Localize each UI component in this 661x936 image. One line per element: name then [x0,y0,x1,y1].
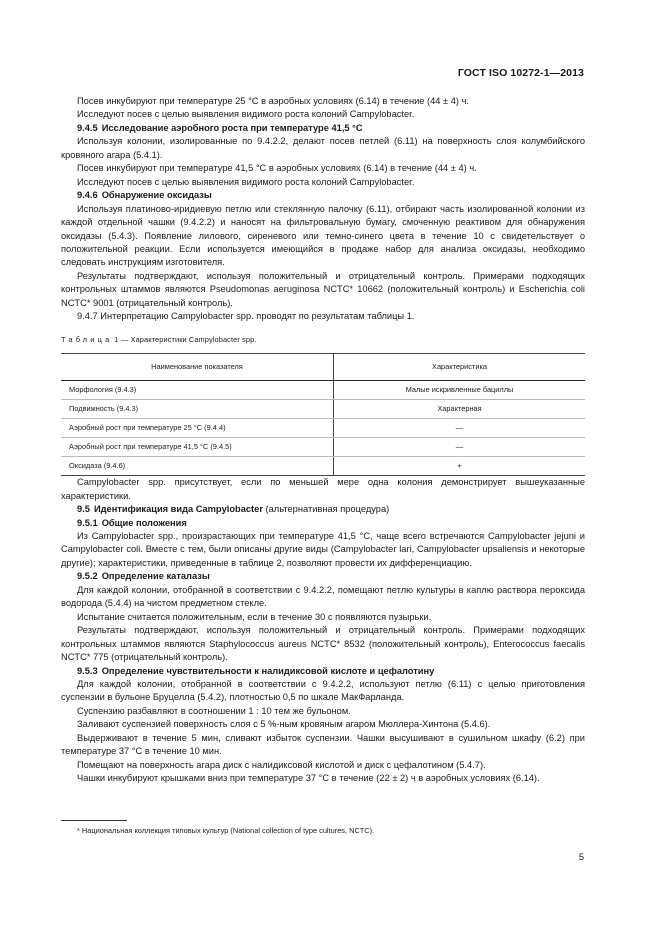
footnote-divider [61,820,127,821]
table-cell-value: Малые искривленные бациллы [334,381,586,400]
page-number: 5 [578,852,584,862]
paragraph: Испытание считается положительным, если в течение 30 с появляются пузырьки. [77,611,432,622]
page-content [61,95,585,786]
section-heading-9-5-2 [61,570,585,583]
section-number: 9.5.3 [77,665,98,676]
section-title: Идентификация вида Campylobacter [93,504,263,515]
table-row [61,419,585,438]
column-header-characteristic: Характеристика [334,354,586,381]
section-title: Определение чувствительности к налидиксовой кислоте и цефалотину [101,665,435,676]
section-number: 9.5.2 [77,571,98,582]
section-title: Определение каталазы [101,571,210,582]
paragraph: Используя колонии, изолированные по 9.4.2.2, делают посев петлей (6.11) на поверхность слоя колумбийского кровяного агара (5.4.1). [61,136,585,160]
table-cell-name: Оксидаза (9.4.6) [61,457,334,476]
table-caption-prefix: Таблица [61,334,113,344]
table-row [61,381,585,400]
characteristics-table [61,353,585,476]
table-cell-name: Подвижность (9.4.3) [61,400,334,419]
table-cell-name: Аэробный рост при температуре 41,5 °С (9.4.5) [61,438,334,457]
section-number: 9.5 [77,504,90,515]
section-number: 9.5.1 [77,517,98,528]
paragraph: Помещают на поверхность агара диск с налидиксовой кислотой и диск с цефалотином (5.4.7). [77,759,486,770]
paragraph: Чашки инкубируют крышками вниз при температуре 37 °С в течение (22 ± 2) ч в аэробных условиях (6.14). [77,773,540,784]
paragraph: Используя платиново-иридиевую петлю или стеклянную палочку (6.11), отбирают часть изолированной колонии из каждой отдельной чашки (9.4.2.2) и наносят на фильтровальную бумагу, смоченную реактивом для обнаружения оксидазы (5.4.3). Появление лилового, сиреневого или темно-синего цвета в течение 10 с свидетельствует о положительной реакции. Если используется имеющийся в продаже набор для анализа оксидазы, необходимо следовать инструкциям изготовителя. [61,203,585,268]
section-title: Исследование аэробного роста при температуре 41,5 °С [101,122,363,133]
paragraph: Посев инкубируют при температуре 25 °С в аэробных условиях (6.14) в течение (44 ± 4) ч. [77,96,470,106]
table-cell-name: Аэробный рост при температуре 25 °С (9.4.4) [61,419,334,438]
table-caption [61,333,585,346]
footnote: * Национальная коллекция типовых культур (National collection of type cultures, NCTC). [77,826,375,835]
paragraph: Исследуют посев с целью выявления видимого роста колоний Campylobacter. [77,176,415,187]
section-heading-9-5-3 [61,665,585,678]
paragraph: Результаты подтверждают, используя положительный и отрицательный контроль. Примерами подходящих контрольных штаммов являются Pseudomonas aeruginosa NCTC* 10662 (положительный контроль) и Escherichia coli NCTC* 9001 (отрицательный контроль). [61,270,585,308]
table-row [61,400,585,419]
section-heading-9-4-6 [61,189,585,202]
paragraph: Суспензию разбавляют в соотношении 1 : 10 тем же бульоном. [77,705,351,716]
section-title-note: (альтернативная процедура) [262,504,390,515]
paragraph: Для каждой колонии, отобранной в соответствии с 9.4.2.2, используют петлю (6.11) с целью приготовления суспензии в бульоне Бруцелла (5.4.2), плотностью 0,5 по шкале МакФарланда. [61,678,585,703]
paragraph: Для каждой колонии, отобранной в соответствии с 9.4.2.2, помещают петлю культуры в каплю раствора пероксида водорода (5.4.4) на чистом предметном стекле. [61,584,585,609]
paragraph: 9.4.7 Интерпретацию Campylobacter spp. проводят по результатам таблицы 1. [77,311,415,322]
section-number: 9.4.5 [77,122,98,133]
paragraph: Результаты подтверждают, используя положительный и отрицательный контроль. Примерами подходящих контрольных штаммов являются Staphylococcus aureus NCTC* 8532 (положительный контроль), Enterococcus faecalis NCTC* 775 (отрицательный контроль). [61,625,585,663]
section-title: Обнаружение оксидазы [101,190,212,201]
table-cell-name: Морфология (9.4.3) [61,381,334,400]
section-number: 9.4.6 [77,190,98,201]
table-cell-value: + [334,457,586,476]
paragraph: Заливают суспензией поверхность слоя с 5 %-ным кровяным агаром Мюллера-Хинтона (5.4.6). [77,719,491,730]
paragraph: Выдерживают в течение 5 мин, сливают избыток суспензии. Чашки высушивают в сушильном шкафу (6.2) при температуре 37 °С в течение 10 мин. [61,732,585,757]
paragraph: Исследуют посев с целью выявления видимого роста колоний Campylobacter. [77,109,415,120]
table-row [61,438,585,457]
table-row [61,457,585,476]
section-title: Общие положения [101,517,187,528]
column-header-name: Наименование показателя [61,354,334,381]
section-heading-9-5-1 [61,517,585,530]
paragraph: Campylobacter spp. присутствует, если по меньшей мере одна колония демонстрирует вышеуказанные характеристики. [61,477,585,501]
table-cell-value: — [334,419,586,438]
paragraph: Посев инкубируют при температуре 41,5 °С в аэробных условиях (6.14) в течение (44 ± 4) ч. [77,163,477,174]
table-cell-value: — [334,438,586,457]
paragraph: Из Campylobacter spp., произрастающих при температуре 41,5 °С, чаще всего встречаются Campylobacter jejuni и Campylobacter coli. Вместе с тем, были описаны другие виды (Campylobacter lari, Campylobacter upsaliensis и некоторые другие); характеристики, приведенные в таблице 2, позволяют провести их дифференциацию. [61,530,585,568]
table-header-row [61,354,585,381]
document-header: ГОСТ ISO 10272-1—2013 [457,67,584,79]
section-heading-9-5 [61,503,585,516]
section-heading-9-4-5 [61,122,585,135]
table-caption-text: 1 — Характеристики Campylobacter spp. [112,334,257,344]
table-cell-value: Характерная [334,400,586,419]
